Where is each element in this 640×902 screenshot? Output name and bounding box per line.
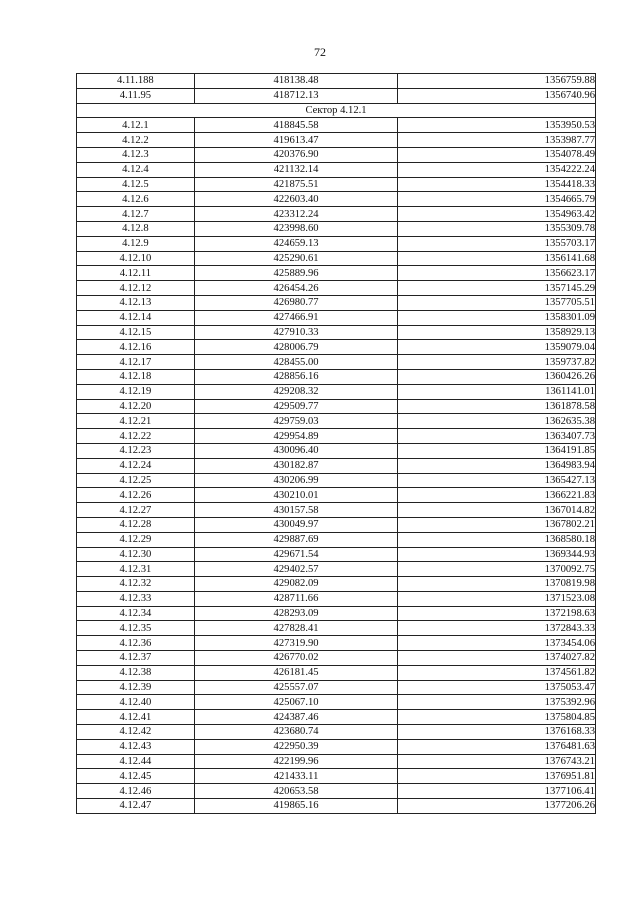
table-row: [77, 473, 596, 488]
point-id-cell: 4.12.20: [77, 399, 195, 414]
x-coordinate-cell: 418138.48: [194, 74, 398, 89]
point-id-cell: 4.12.40: [77, 695, 195, 710]
y-coordinate-cell: 1354963.42: [398, 207, 596, 222]
table-row: [77, 325, 596, 340]
y-coordinate-cell: 1356623.17: [398, 266, 596, 281]
x-coordinate-cell: 428711.66: [194, 591, 398, 606]
point-id-cell: 4.12.24: [77, 458, 195, 473]
x-coordinate-cell: 419865.16: [194, 799, 398, 814]
table-row: [77, 754, 596, 769]
table-row: [77, 695, 596, 710]
point-id-cell: 4.12.28: [77, 517, 195, 532]
table-row: [77, 88, 596, 103]
table-row: [77, 281, 596, 296]
y-coordinate-cell: 1359737.82: [398, 355, 596, 370]
table-row: [77, 680, 596, 695]
y-coordinate-cell: 1376743.21: [398, 754, 596, 769]
table-row: [77, 236, 596, 251]
point-id-cell: 4.12.8: [77, 221, 195, 236]
table-row: [77, 74, 596, 89]
table-row: [77, 310, 596, 325]
point-id-cell: 4.12.14: [77, 310, 195, 325]
table-row: [77, 295, 596, 310]
coordinates-table-body: [77, 74, 596, 814]
x-coordinate-cell: 428455.00: [194, 355, 398, 370]
point-id-cell: 4.12.43: [77, 739, 195, 754]
y-coordinate-cell: 1359079.04: [398, 340, 596, 355]
point-id-cell: 4.12.32: [77, 577, 195, 592]
table-row: [77, 503, 596, 518]
y-coordinate-cell: 1353987.77: [398, 133, 596, 148]
x-coordinate-cell: 429759.03: [194, 414, 398, 429]
point-id-cell: 4.12.33: [77, 591, 195, 606]
x-coordinate-cell: 427466.91: [194, 310, 398, 325]
y-coordinate-cell: 1375804.85: [398, 710, 596, 725]
x-coordinate-cell: 429402.57: [194, 562, 398, 577]
table-row: [77, 532, 596, 547]
y-coordinate-cell: 1375392.96: [398, 695, 596, 710]
x-coordinate-cell: 420653.58: [194, 784, 398, 799]
x-coordinate-cell: 430206.99: [194, 473, 398, 488]
y-coordinate-cell: 1376168.33: [398, 725, 596, 740]
table-row: [77, 251, 596, 266]
table-row: [77, 739, 596, 754]
y-coordinate-cell: 1364191.85: [398, 443, 596, 458]
table-row: [77, 606, 596, 621]
x-coordinate-cell: 429671.54: [194, 547, 398, 562]
x-coordinate-cell: 422603.40: [194, 192, 398, 207]
y-coordinate-cell: 1363407.73: [398, 429, 596, 444]
table-row: [77, 192, 596, 207]
x-coordinate-cell: 425067.10: [194, 695, 398, 710]
table-row: [77, 591, 596, 606]
y-coordinate-cell: 1369344.93: [398, 547, 596, 562]
table-row: [77, 340, 596, 355]
x-coordinate-cell: 423998.60: [194, 221, 398, 236]
sector-header-row: [77, 103, 596, 118]
point-id-cell: 4.12.18: [77, 369, 195, 384]
point-id-cell: 4.12.36: [77, 636, 195, 651]
x-coordinate-cell: 430182.87: [194, 458, 398, 473]
table-row: [77, 177, 596, 192]
point-id-cell: 4.12.39: [77, 680, 195, 695]
point-id-cell: 4.12.35: [77, 621, 195, 636]
point-id-cell: 4.12.21: [77, 414, 195, 429]
y-coordinate-cell: 1372843.33: [398, 621, 596, 636]
table-row: [77, 221, 596, 236]
point-id-cell: 4.12.41: [77, 710, 195, 725]
x-coordinate-cell: 430049.97: [194, 517, 398, 532]
table-row: [77, 384, 596, 399]
y-coordinate-cell: 1354078.49: [398, 147, 596, 162]
x-coordinate-cell: 424387.46: [194, 710, 398, 725]
x-coordinate-cell: 424659.13: [194, 236, 398, 251]
y-coordinate-cell: 1376951.81: [398, 769, 596, 784]
point-id-cell: 4.12.4: [77, 162, 195, 177]
point-id-cell: 4.12.10: [77, 251, 195, 266]
y-coordinate-cell: 1361878.58: [398, 399, 596, 414]
y-coordinate-cell: 1360426.26: [398, 369, 596, 384]
y-coordinate-cell: 1366221.83: [398, 488, 596, 503]
y-coordinate-cell: 1364983.94: [398, 458, 596, 473]
y-coordinate-cell: 1367802.21: [398, 517, 596, 532]
table-row: [77, 369, 596, 384]
x-coordinate-cell: 421132.14: [194, 162, 398, 177]
point-id-cell: 4.12.47: [77, 799, 195, 814]
x-coordinate-cell: 421875.51: [194, 177, 398, 192]
point-id-cell: 4.12.31: [77, 562, 195, 577]
table-row: [77, 162, 596, 177]
point-id-cell: 4.12.16: [77, 340, 195, 355]
x-coordinate-cell: 428006.79: [194, 340, 398, 355]
x-coordinate-cell: 426980.77: [194, 295, 398, 310]
point-id-cell: 4.11.95: [77, 88, 195, 103]
table-row: [77, 118, 596, 133]
y-coordinate-cell: 1357145.29: [398, 281, 596, 296]
y-coordinate-cell: 1371523.08: [398, 591, 596, 606]
point-id-cell: 4.12.34: [77, 606, 195, 621]
x-coordinate-cell: 427319.90: [194, 636, 398, 651]
table-row: [77, 784, 596, 799]
y-coordinate-cell: 1353950.53: [398, 118, 596, 133]
table-row: [77, 517, 596, 532]
y-coordinate-cell: 1374027.82: [398, 651, 596, 666]
y-coordinate-cell: 1362635.38: [398, 414, 596, 429]
y-coordinate-cell: 1370819.98: [398, 577, 596, 592]
table-row: [77, 547, 596, 562]
point-id-cell: 4.12.46: [77, 784, 195, 799]
point-id-cell: 4.12.37: [77, 651, 195, 666]
y-coordinate-cell: 1358929.13: [398, 325, 596, 340]
x-coordinate-cell: 426770.02: [194, 651, 398, 666]
x-coordinate-cell: 425889.96: [194, 266, 398, 281]
table-row: [77, 443, 596, 458]
y-coordinate-cell: 1367014.82: [398, 503, 596, 518]
table-row: [77, 355, 596, 370]
x-coordinate-cell: 426454.26: [194, 281, 398, 296]
y-coordinate-cell: 1376481.63: [398, 739, 596, 754]
x-coordinate-cell: 423312.24: [194, 207, 398, 222]
y-coordinate-cell: 1354222.24: [398, 162, 596, 177]
point-id-cell: 4.12.5: [77, 177, 195, 192]
table-row: [77, 266, 596, 281]
x-coordinate-cell: 422950.39: [194, 739, 398, 754]
table-row: [77, 621, 596, 636]
x-coordinate-cell: 426181.45: [194, 665, 398, 680]
point-id-cell: 4.12.15: [77, 325, 195, 340]
x-coordinate-cell: 428293.09: [194, 606, 398, 621]
table-row: [77, 577, 596, 592]
y-coordinate-cell: 1374561.82: [398, 665, 596, 680]
point-id-cell: 4.12.19: [77, 384, 195, 399]
point-id-cell: 4.12.9: [77, 236, 195, 251]
x-coordinate-cell: 428856.16: [194, 369, 398, 384]
point-id-cell: 4.12.6: [77, 192, 195, 207]
point-id-cell: 4.12.44: [77, 754, 195, 769]
point-id-cell: 4.12.7: [77, 207, 195, 222]
x-coordinate-cell: 429887.69: [194, 532, 398, 547]
x-coordinate-cell: 422199.96: [194, 754, 398, 769]
x-coordinate-cell: 429954.89: [194, 429, 398, 444]
point-id-cell: 4.12.17: [77, 355, 195, 370]
y-coordinate-cell: 1370092.75: [398, 562, 596, 577]
point-id-cell: 4.12.12: [77, 281, 195, 296]
point-id-cell: 4.12.42: [77, 725, 195, 740]
point-id-cell: 4.12.38: [77, 665, 195, 680]
x-coordinate-cell: 430096.40: [194, 443, 398, 458]
y-coordinate-cell: 1372198.63: [398, 606, 596, 621]
table-row: [77, 133, 596, 148]
x-coordinate-cell: 423680.74: [194, 725, 398, 740]
table-row: [77, 799, 596, 814]
y-coordinate-cell: 1354665.79: [398, 192, 596, 207]
y-coordinate-cell: 1356141.68: [398, 251, 596, 266]
x-coordinate-cell: 419613.47: [194, 133, 398, 148]
x-coordinate-cell: 427910.33: [194, 325, 398, 340]
x-coordinate-cell: 429082.09: [194, 577, 398, 592]
table-row: [77, 710, 596, 725]
point-id-cell: 4.12.25: [77, 473, 195, 488]
y-coordinate-cell: 1355703.17: [398, 236, 596, 251]
x-coordinate-cell: 418845.58: [194, 118, 398, 133]
table-row: [77, 147, 596, 162]
y-coordinate-cell: 1358301.09: [398, 310, 596, 325]
point-id-cell: 4.11.188: [77, 74, 195, 89]
table-row: [77, 458, 596, 473]
x-coordinate-cell: 420376.90: [194, 147, 398, 162]
point-id-cell: 4.12.30: [77, 547, 195, 562]
point-id-cell: 4.12.45: [77, 769, 195, 784]
x-coordinate-cell: 427828.41: [194, 621, 398, 636]
table-row: [77, 562, 596, 577]
y-coordinate-cell: 1377106.41: [398, 784, 596, 799]
table-row: [77, 636, 596, 651]
y-coordinate-cell: 1357705.51: [398, 295, 596, 310]
y-coordinate-cell: 1354418.33: [398, 177, 596, 192]
y-coordinate-cell: 1356740.96: [398, 88, 596, 103]
table-row: [77, 207, 596, 222]
point-id-cell: 4.12.1: [77, 118, 195, 133]
y-coordinate-cell: 1361141.01: [398, 384, 596, 399]
y-coordinate-cell: 1375053.47: [398, 680, 596, 695]
x-coordinate-cell: 425557.07: [194, 680, 398, 695]
table-row: [77, 399, 596, 414]
x-coordinate-cell: 430210.01: [194, 488, 398, 503]
x-coordinate-cell: 425290.61: [194, 251, 398, 266]
x-coordinate-cell: 430157.58: [194, 503, 398, 518]
table-row: [77, 488, 596, 503]
table-row: [77, 769, 596, 784]
y-coordinate-cell: 1377206.26: [398, 799, 596, 814]
point-id-cell: 4.12.11: [77, 266, 195, 281]
point-id-cell: 4.12.27: [77, 503, 195, 518]
point-id-cell: 4.12.22: [77, 429, 195, 444]
table-row: [77, 665, 596, 680]
y-coordinate-cell: 1365427.13: [398, 473, 596, 488]
point-id-cell: 4.12.13: [77, 295, 195, 310]
x-coordinate-cell: 421433.11: [194, 769, 398, 784]
y-coordinate-cell: 1373454.06: [398, 636, 596, 651]
y-coordinate-cell: 1368580.18: [398, 532, 596, 547]
table-row: [77, 725, 596, 740]
page-number: 72: [314, 45, 326, 59]
coordinates-table: [76, 73, 596, 814]
table-row: [77, 414, 596, 429]
point-id-cell: 4.12.23: [77, 443, 195, 458]
x-coordinate-cell: 429208.32: [194, 384, 398, 399]
sector-title: Сектор 4.12.1: [77, 103, 596, 118]
point-id-cell: 4.12.29: [77, 532, 195, 547]
table-row: [77, 651, 596, 666]
y-coordinate-cell: 1355309.78: [398, 221, 596, 236]
point-id-cell: 4.12.2: [77, 133, 195, 148]
table-row: [77, 429, 596, 444]
y-coordinate-cell: 1356759.88: [398, 74, 596, 89]
x-coordinate-cell: 418712.13: [194, 88, 398, 103]
point-id-cell: 4.12.26: [77, 488, 195, 503]
point-id-cell: 4.12.3: [77, 147, 195, 162]
x-coordinate-cell: 429509.77: [194, 399, 398, 414]
